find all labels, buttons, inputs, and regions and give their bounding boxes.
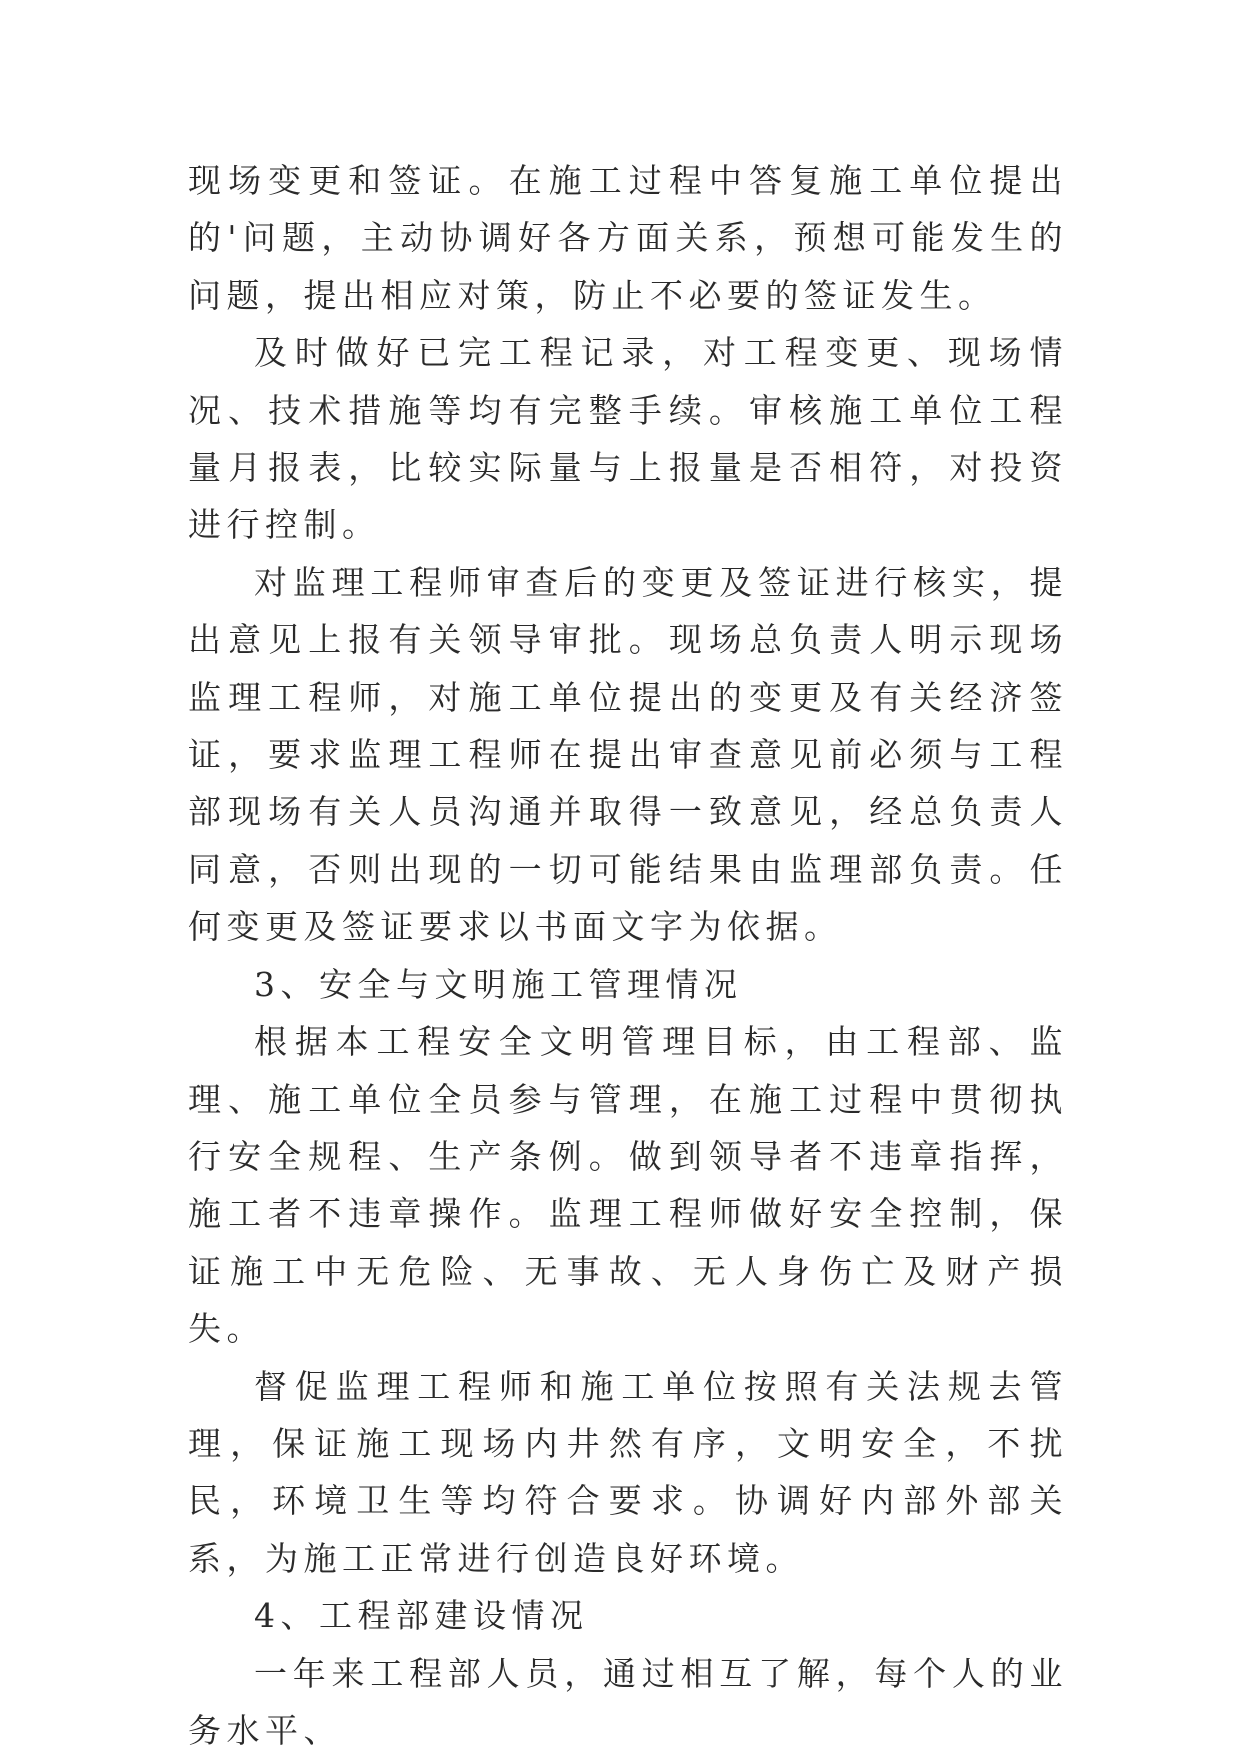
document-body (188, 152, 1068, 1759)
paragraph-work-records: 及时做好已完工程记录，对工程变更、现场情况、技术措施等均有完整手续。审核施工单位工程量月报表，比较实际量与上报量是否相符，对投资进行控制。 (188, 333, 1068, 545)
section-heading-department: 4、工程部建设情况 (254, 1596, 589, 1636)
paragraph-site-changes: 现场变更和签证。在施工过程中答复施工单位提出的'问题，主动协调好各方面关系，预想可能发生的问题，提出相应对策，防止不必要的签证发生。 (188, 161, 1068, 315)
paragraph-department-staff: 一年来工程部人员，通过相互了解，每个人的业务水平、 (188, 1653, 1068, 1750)
paragraph-site-order: 督促监理工程师和施工单位按照有关法规去管理，保证施工现场内井然有序，文明安全，不扰民，环境卫生等均符合要求。协调好内部外部关系，为施工正常进行创造良好环境。 (188, 1366, 1068, 1578)
section-heading-safety: 3、安全与文明施工管理情况 (254, 964, 743, 1004)
paragraph-safety-goals: 根据本工程安全文明管理目标，由工程部、监理、施工单位全员参与管理，在施工过程中贯彻执行安全规程、生产条例。做到领导者不违章指挥，施工者不违章操作。监理工程师做好安全控制，保证施工中无危险、无事故、无人身伤亡及财产损失。 (188, 1022, 1068, 1349)
paragraph-change-verification: 对监理工程师审查后的变更及签证进行核实，提出意见上报有关领导审批。现场总负责人明示现场监理工程师，对施工单位提出的变更及有关经济签证，要求监理工程师在提出审查意见前必须与工程部现场有关人员沟通并取得一致意见，经总负责人同意，否则出现的一切可能结果由监理部负责。任何变更及签证要求以书面文字为依据。 (188, 562, 1068, 947)
